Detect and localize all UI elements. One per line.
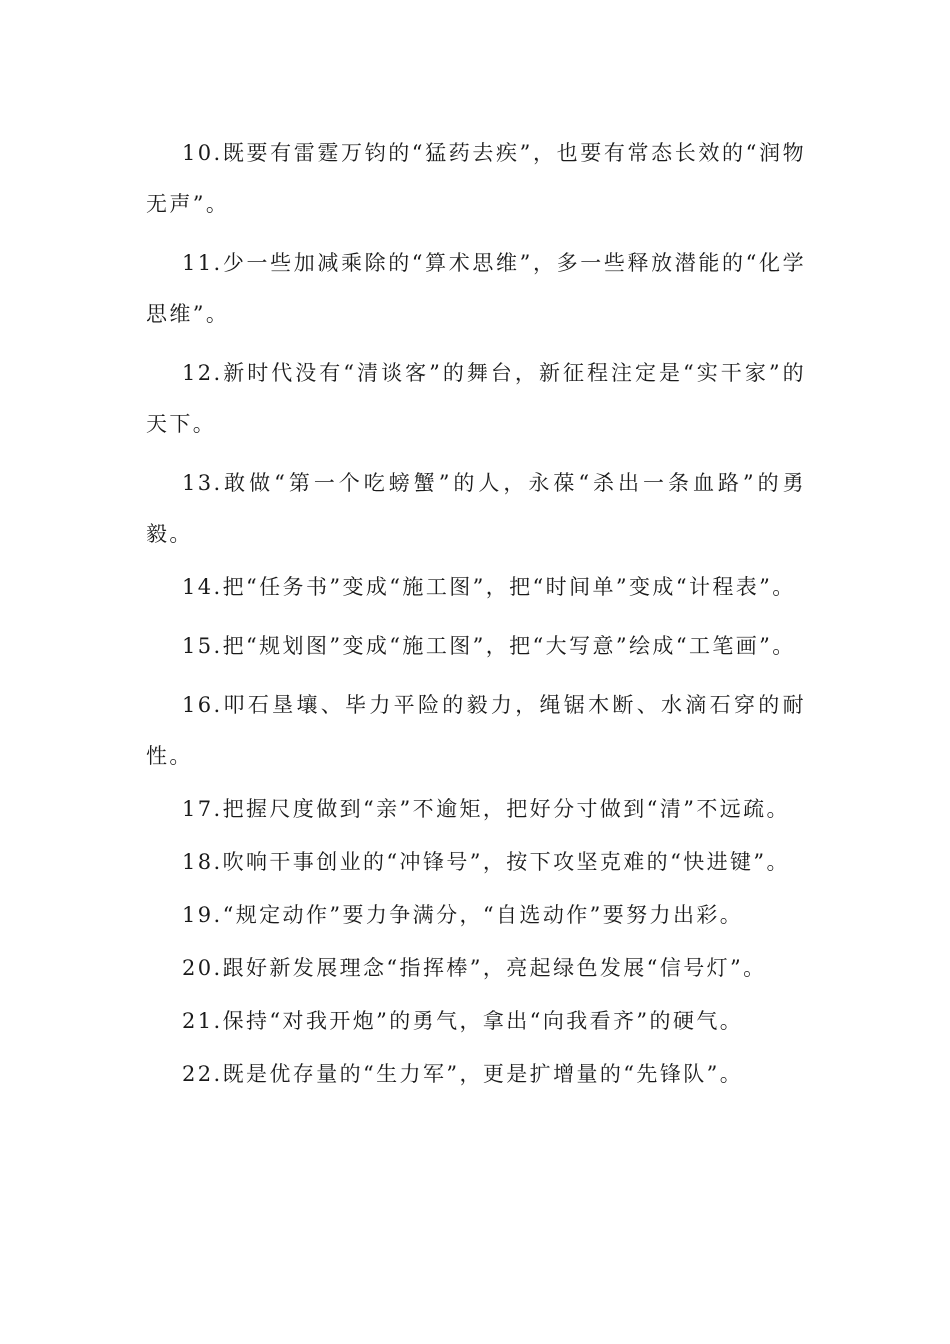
paragraph-text: 把“规划图”变成“施工图”，把“大写意”绘成“工笔画”。 [222,634,796,658]
paragraph-20 [146,943,806,994]
paragraph-text: 少一些加减乘除的“算术思维”，多一些释放潜能的“化学思维”。 [146,251,806,326]
paragraph-number: 13. [182,471,223,495]
document-body [146,128,806,1102]
paragraph-19 [146,890,806,941]
paragraph-text: 叩石垦壤、毕力平险的毅力，绳锯木断、水滴石穿的耐性。 [146,693,806,768]
paragraph-16 [146,680,806,782]
paragraph-17 [146,784,806,835]
paragraph-text: 跟好新发展理念“指挥棒”，亮起绿色发展“信号灯”。 [222,956,767,980]
paragraph-12 [146,348,806,450]
paragraph-15 [146,621,806,672]
paragraph-number: 10. [182,141,223,165]
paragraph-10 [146,128,806,230]
paragraph-number: 20. [182,956,223,980]
paragraph-18 [146,837,806,888]
paragraph-text: “规定动作”要力争满分，“自选动作”要努力出彩。 [222,903,744,927]
paragraph-text: 既是优存量的“生力军”，更是扩增量的“先锋队”。 [222,1062,744,1086]
paragraph-number: 11. [182,251,223,275]
paragraph-text: 新时代没有“清谈客”的舞台，新征程注定是“实干家”的天下。 [146,361,806,436]
paragraph-text: 敢做“第一个吃螃蟹”的人，永葆“杀出一条血路”的勇毅。 [146,471,806,546]
paragraph-13 [146,458,806,560]
paragraph-number: 12. [182,361,223,385]
paragraph-22 [146,1049,806,1100]
paragraph-21 [146,996,806,1047]
paragraph-number: 14. [182,575,223,599]
paragraph-number: 16. [182,693,223,717]
paragraph-text: 既要有雷霆万钧的“猛药去疾”，也要有常态长效的“润物无声”。 [146,141,806,216]
paragraph-14 [146,562,806,613]
paragraph-number: 17. [182,797,223,821]
paragraph-number: 18. [182,850,223,874]
paragraph-text: 吹响干事创业的“冲锋号”，按下攻坚克难的“快进键”。 [222,850,790,874]
paragraph-text: 把握尺度做到“亲”不逾矩，把好分寸做到“清”不远疏。 [222,797,790,821]
paragraph-11 [146,238,806,340]
paragraph-number: 22. [182,1062,223,1086]
paragraph-text: 把“任务书”变成“施工图”，把“时间单”变成“计程表”。 [222,575,796,599]
paragraph-text: 保持“对我开炮”的勇气，拿出“向我看齐”的硬气。 [222,1009,744,1033]
paragraph-number: 21. [182,1009,223,1033]
paragraph-number: 19. [182,903,223,927]
paragraph-number: 15. [182,634,223,658]
